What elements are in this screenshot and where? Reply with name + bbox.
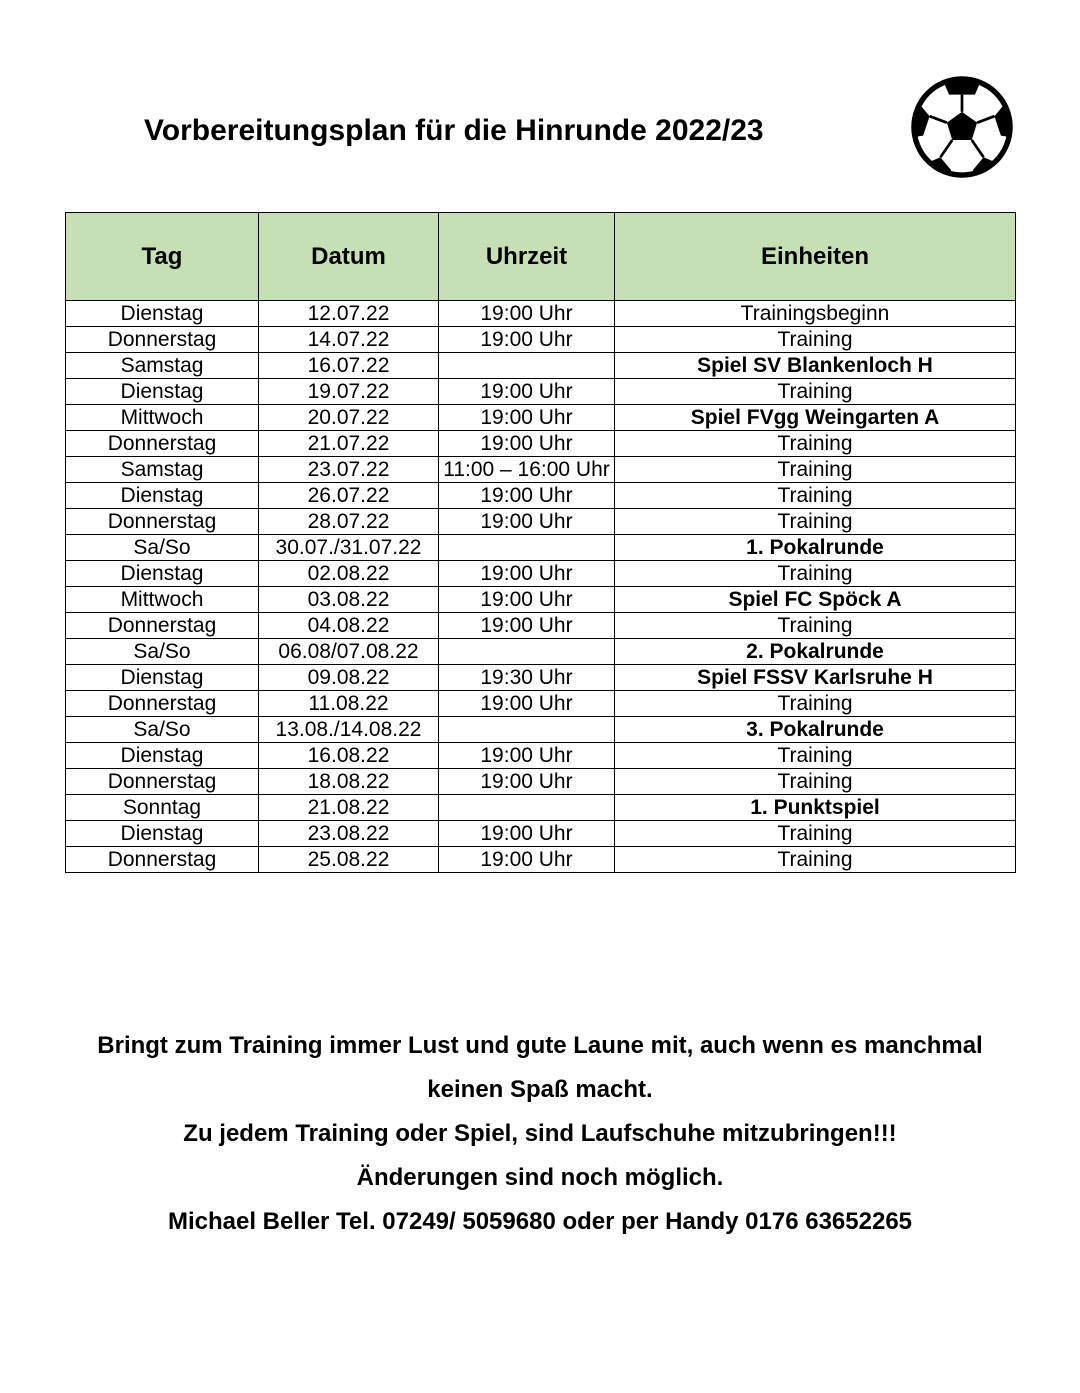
cell-uhrzeit: 19:00 Uhr [439,327,615,353]
cell-datum: 12.07.22 [259,301,439,327]
soccer-ball-icon [908,73,1016,181]
cell-datum: 16.08.22 [259,743,439,769]
cell-datum: 06.08/07.08.22 [259,639,439,665]
page-title: Vorbereitungsplan für die Hinrunde 2022/23 [144,114,764,147]
cell-tag: Sa/So [66,535,259,561]
cell-einheit: Spiel FC Spöck A [615,587,1016,613]
cell-datum: 02.08.22 [259,561,439,587]
cell-uhrzeit: 19:00 Uhr [439,743,615,769]
cell-uhrzeit [439,717,615,743]
cell-tag: Mittwoch [66,405,259,431]
cell-einheit: Training [615,769,1016,795]
cell-uhrzeit: 19:00 Uhr [439,301,615,327]
cell-uhrzeit: 19:00 Uhr [439,847,615,873]
cell-uhrzeit: 19:00 Uhr [439,613,615,639]
cell-einheit: Training [615,483,1016,509]
cell-einheit: Training [615,743,1016,769]
cell-uhrzeit: 19:30 Uhr [439,665,615,691]
table-row [66,691,1016,717]
cell-tag: Sonntag [66,795,259,821]
cell-uhrzeit: 19:00 Uhr [439,431,615,457]
table-row [66,431,1016,457]
cell-uhrzeit: 19:00 Uhr [439,561,615,587]
cell-datum: 14.07.22 [259,327,439,353]
cell-einheit: Training [615,457,1016,483]
cell-tag: Dienstag [66,743,259,769]
cell-uhrzeit [439,535,615,561]
cell-datum: 21.07.22 [259,431,439,457]
table-row [66,613,1016,639]
header-datum: Datum [259,213,439,301]
cell-uhrzeit: 19:00 Uhr [439,379,615,405]
footer-line-shoes: Zu jedem Training oder Spiel, sind Laufschuhe mitzubringen!!! [183,1120,897,1147]
cell-datum: 26.07.22 [259,483,439,509]
cell-tag: Mittwoch [66,587,259,613]
cell-datum: 09.08.22 [259,665,439,691]
cell-einheit: Training [615,327,1016,353]
table-row [66,405,1016,431]
table-row [66,535,1016,561]
cell-einheit: Training [615,691,1016,717]
header-einheiten: Einheiten [615,213,1016,301]
cell-datum: 20.07.22 [259,405,439,431]
cell-tag: Donnerstag [66,509,259,535]
cell-einheit: 1. Punktspiel [615,795,1016,821]
table-row [66,561,1016,587]
footer-line-changes: Änderungen sind noch möglich. [356,1164,724,1191]
cell-tag: Dienstag [66,561,259,587]
table-row [66,769,1016,795]
cell-uhrzeit: 19:00 Uhr [439,405,615,431]
table-row [66,665,1016,691]
cell-tag: Donnerstag [66,327,259,353]
cell-einheit: 1. Pokalrunde [615,535,1016,561]
schedule-table [65,212,1016,873]
cell-tag: Samstag [66,353,259,379]
cell-einheit: Training [615,509,1016,535]
cell-einheit: Spiel FVgg Weingarten A [615,405,1016,431]
table-row [66,353,1016,379]
table-row [66,483,1016,509]
table-row [66,327,1016,353]
cell-uhrzeit: 19:00 Uhr [439,821,615,847]
cell-datum: 11.08.22 [259,691,439,717]
cell-einheit: Trainingsbeginn [615,301,1016,327]
table-row [66,379,1016,405]
cell-einheit: Training [615,561,1016,587]
cell-datum: 03.08.22 [259,587,439,613]
schedule-body [66,301,1016,873]
cell-tag: Dienstag [66,483,259,509]
cell-einheit: Training [615,821,1016,847]
cell-einheit: Training [615,847,1016,873]
cell-datum: 23.07.22 [259,457,439,483]
cell-datum: 25.08.22 [259,847,439,873]
cell-datum: 30.07./31.07.22 [259,535,439,561]
table-row [66,639,1016,665]
footer-line-motivation: Bringt zum Training immer Lust und gute Laune mit, auch wenn es manchmal keinen Spaß macht. [97,1032,983,1103]
cell-uhrzeit [439,795,615,821]
table-row [66,743,1016,769]
cell-tag: Donnerstag [66,691,259,717]
table-row [66,717,1016,743]
cell-datum: 21.08.22 [259,795,439,821]
cell-datum: 04.08.22 [259,613,439,639]
cell-einheit: Spiel FSSV Karlsruhe H [615,665,1016,691]
cell-tag: Sa/So [66,717,259,743]
cell-tag: Dienstag [66,379,259,405]
table-row [66,587,1016,613]
table-row [66,821,1016,847]
cell-einheit: Spiel SV Blankenloch H [615,353,1016,379]
cell-einheit: 3. Pokalrunde [615,717,1016,743]
table-row [66,795,1016,821]
cell-uhrzeit [439,353,615,379]
cell-datum: 23.08.22 [259,821,439,847]
header-uhrzeit: Uhrzeit [439,213,615,301]
table-row [66,301,1016,327]
footer-notes [0,1024,1080,1244]
cell-datum: 28.07.22 [259,509,439,535]
cell-uhrzeit: 11:00 – 16:00 Uhr [439,457,615,483]
cell-tag: Dienstag [66,821,259,847]
cell-tag: Donnerstag [66,769,259,795]
cell-tag: Donnerstag [66,431,259,457]
cell-einheit: 2. Pokalrunde [615,639,1016,665]
cell-uhrzeit: 19:00 Uhr [439,769,615,795]
cell-tag: Donnerstag [66,847,259,873]
cell-einheit: Training [615,379,1016,405]
cell-tag: Dienstag [66,665,259,691]
cell-datum: 18.08.22 [259,769,439,795]
header-tag: Tag [66,213,259,301]
table-row [66,847,1016,873]
table-row [66,509,1016,535]
cell-uhrzeit: 19:00 Uhr [439,587,615,613]
cell-datum: 19.07.22 [259,379,439,405]
cell-uhrzeit [439,639,615,665]
cell-tag: Donnerstag [66,613,259,639]
cell-datum: 16.07.22 [259,353,439,379]
cell-tag: Dienstag [66,301,259,327]
cell-uhrzeit: 19:00 Uhr [439,509,615,535]
cell-tag: Sa/So [66,639,259,665]
cell-tag: Samstag [66,457,259,483]
cell-datum: 13.08./14.08.22 [259,717,439,743]
cell-uhrzeit: 19:00 Uhr [439,483,615,509]
cell-einheit: Training [615,431,1016,457]
cell-uhrzeit: 19:00 Uhr [439,691,615,717]
cell-einheit: Training [615,613,1016,639]
header-row [66,213,1016,301]
footer-line-contact: Michael Beller Tel. 07249/ 5059680 oder per Handy 0176 63652265 [167,1208,913,1235]
table-row [66,457,1016,483]
